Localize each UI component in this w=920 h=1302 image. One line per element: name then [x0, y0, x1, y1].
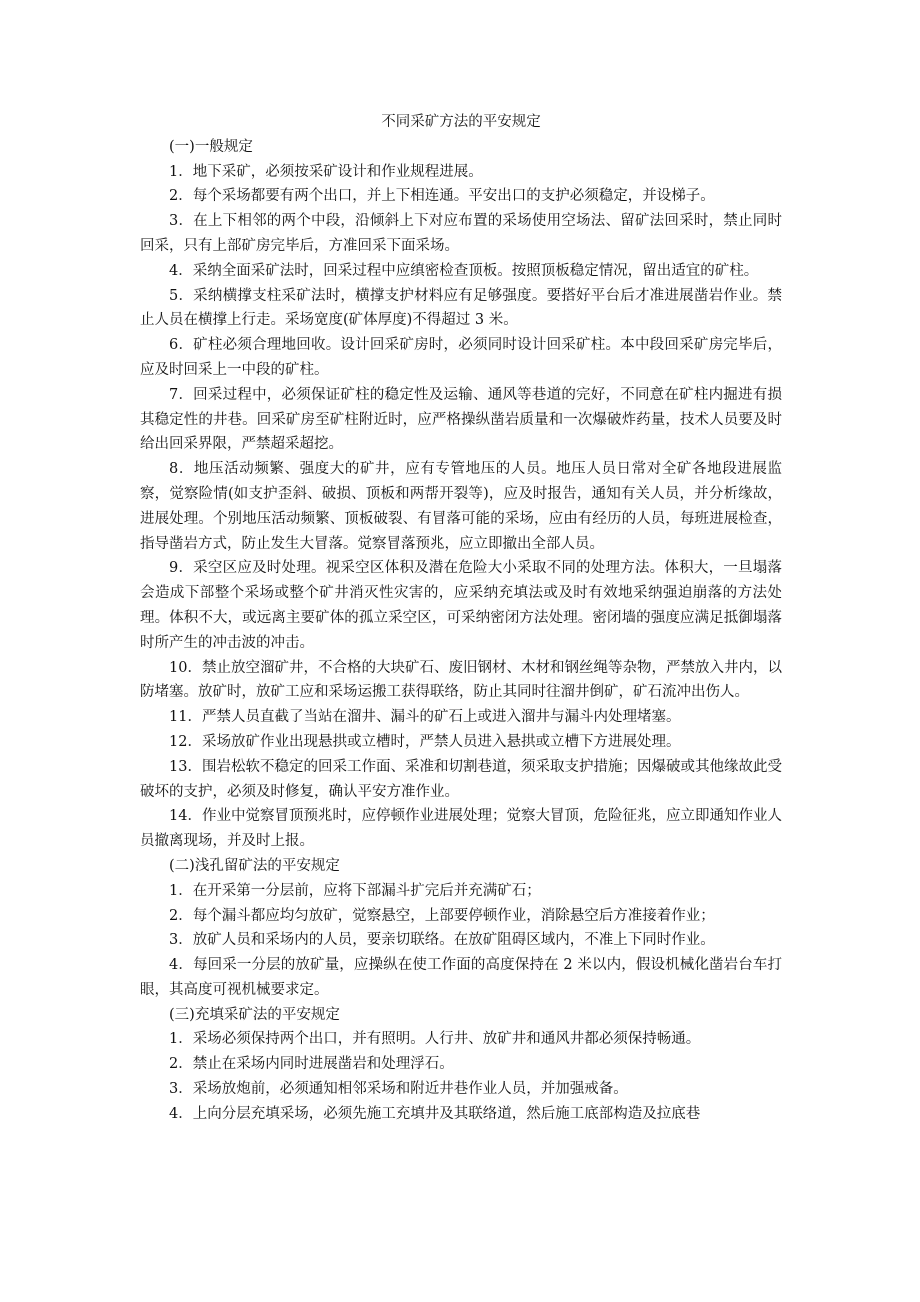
paragraph: 8．地压活动频繁、强度大的矿井，应有专管地压的人员。地压人员日常对全矿各地段进展监察，觉察险情(如支护歪斜、破损、顶板和两帮开裂等)，应及时报告，通知有关人员，并分析缘故，进展处理。个别地压活动频繁、顶板破裂、有冒落可能的采场，应由有经历的人员，每班进展检查，指导凿岩方式，防止发生大冒落。觉察冒落预兆，应立即撤出全部人员。 — [140, 461, 782, 552]
document-body — [140, 135, 782, 1127]
document-page — [140, 110, 782, 1127]
paragraph: 11．严禁人员直截了当站在溜井、漏斗的矿石上或进入溜井与漏斗内处理堵塞。 — [169, 709, 681, 726]
paragraph: 2．禁止在采场内同时进展凿岩和处理浮石。 — [169, 1056, 454, 1073]
paragraph: 4．每回采一分层的放矿量，应操纵在使工作面的高度保持在 2 米以内，假设机械化凿岩台车打眼，其高度可视机械要求定。 — [140, 957, 782, 998]
paragraph: 4．采纳全面采矿法时，回采过程中应缜密检查顶板。按照顶板稳定情况，留出适宜的矿柱。 — [169, 262, 759, 279]
paragraph: 10．禁止放空溜矿井，不合格的大块矿石、废旧钢材、木材和钢丝绳等杂物，严禁放入井内，以防堵塞。放矿时，放矿工应和采场运搬工获得联络，防止其同时往溜井倒矿，矿石流冲出伤人。 — [140, 659, 782, 701]
paragraph: 14．作业中觉察冒顶预兆时，应停顿作业进展处理；觉察大冒顶，危险征兆，应立即通知作业人员撤离现场，并及时上报。 — [140, 808, 782, 850]
paragraph: 2．每个漏斗都应均匀放矿，觉察悬空，上部要停顿作业，消除悬空后方准接着作业； — [169, 907, 715, 924]
section-heading: (一)一般规定 — [169, 138, 253, 155]
paragraph: 6．矿柱必须合理地回收。设计回采矿房时，必须同时设计回采矿柱。本中段回采矿房完毕后，应及时回采上一中段的矿柱。 — [140, 337, 782, 378]
paragraph: 5．采纳横撑支柱采矿法时，横撑支护材料应有足够强度。要搭好平台后才准进展凿岩作业。禁止人员在横撑上行走。采场宽度(矿体厚度)不得超过 3 米。 — [140, 287, 782, 329]
paragraph: 3．采场放炮前，必须通知相邻采场和附近井巷作业人员，并加强戒备。 — [169, 1081, 628, 1098]
paragraph: 3．在上下相邻的两个中段，沿倾斜上下对应布置的采场使用空场法、留矿法回采时，禁止同时回采，只有上部矿房完毕后，方准回采下面采场。 — [140, 213, 782, 254]
paragraph: 7．回采过程中，必须保证矿柱的稳定性及运输、通风等巷道的完好，不同意在矿柱内掘进有损其稳定性的井巷。回采矿房至矿柱附近时，应严格操纵凿岩质量和一次爆破炸药量，技术人员要及时给出回采界限，严禁超采超挖。 — [140, 386, 782, 453]
paragraph: 1．地下采矿，必须按采矿设计和作业规程进展。 — [169, 163, 483, 180]
paragraph: 3．放矿人员和采场内的人员，要亲切联络。在放矿阻碍区域内，不准上下同时作业。 — [169, 932, 715, 949]
section-heading: (二)浅孔留矿法的平安规定 — [169, 857, 340, 874]
document-title: 不同采矿方法的平安规定 — [381, 114, 541, 130]
paragraph: 12．采场放矿作业出现悬拱或立槽时，严禁人员进入悬拱或立槽下方进展处理。 — [169, 733, 681, 750]
paragraph: 1．采场必须保持两个出口，并有照明。人行井、放矿井和通风井都必须保持畅通。 — [169, 1031, 701, 1048]
paragraph: 9．采空区应及时处理。视采空区体积及潜在危险大小采取不同的处理方法。体积大，一旦塌落会造成下部整个采场或整个矿井消灭性灾害的，应采纳充填法或及时有效地采纳强迫崩落的方法处理。体积不大，或远离主要矿体的孤立采空区，可采纳密闭方法处理。密闭墙的强度应满足抵御塌落时所产生的冲击波的冲击。 — [140, 560, 782, 651]
paragraph: 2．每个采场都要有两个出口，并上下相连通。平安出口的支护必须稳定，并设梯子。 — [169, 188, 715, 205]
section-heading: (三)充填采矿法的平安规定 — [169, 1006, 340, 1023]
paragraph: 13．围岩松软不稳定的回采工作面、采准和切割巷道，须采取支护措施；因爆破或其他缘故此受破坏的支护，必须及时修复，确认平安方准作业。 — [140, 758, 782, 800]
paragraph: 1．在开采第一分层前，应将下部漏斗扩完后并充满矿石； — [169, 882, 541, 899]
paragraph: 4．上向分层充填采场，必须先施工充填井及其联络道，然后施工底部构造及拉底巷 — [169, 1105, 701, 1122]
